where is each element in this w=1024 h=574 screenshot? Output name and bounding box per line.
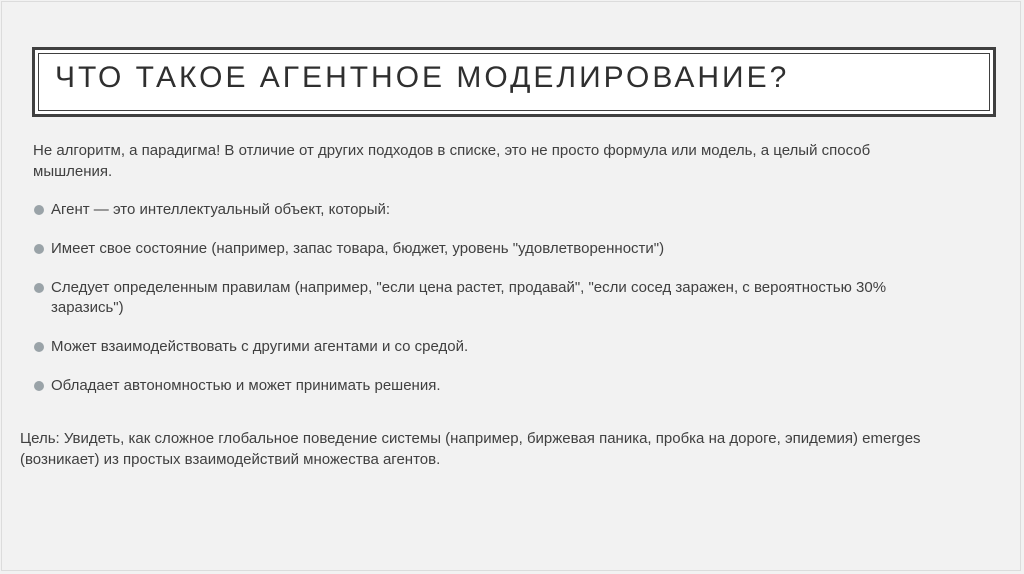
goal-paragraph: Цель: Увидеть, как сложное глобальное поведение системы (например, биржевая паника, пробка на дороге, эпидемия) emerges (возникает) из простых взаимодействий множества агентов. bbox=[20, 430, 921, 468]
list-item bbox=[33, 278, 953, 318]
list-item bbox=[33, 239, 953, 259]
list-item bbox=[33, 337, 953, 357]
slide-title: ЧТО ТАКОЕ АГЕНТНОЕ МОДЕЛИРОВАНИЕ? bbox=[55, 61, 790, 94]
bullet-dot-icon bbox=[34, 381, 44, 391]
bullet-dot-icon bbox=[34, 342, 44, 352]
bullet-dot-icon bbox=[34, 244, 44, 254]
bullet-text: Следует определенным правилам (например, "если цена растет, продавай", "если сосед заражен, с вероятностью 30% заразись") bbox=[51, 279, 887, 316]
bullet-dot-icon bbox=[34, 205, 44, 215]
list-item bbox=[33, 200, 953, 220]
slide bbox=[1, 1, 1021, 571]
bullet-text: Имеет свое состояние (например, запас товара, бюджет, уровень "удовлетворенности") bbox=[51, 240, 665, 257]
bullet-text: Обладает автономностью и может принимать решения. bbox=[51, 377, 441, 394]
bullet-list bbox=[33, 200, 953, 415]
title-box bbox=[32, 47, 996, 117]
bullet-dot-icon bbox=[34, 283, 44, 293]
intro-paragraph: Не алгоритм, а парадигма! В отличие от других подходов в списке, это не просто формула или модель, а целый способ мышления. bbox=[33, 142, 871, 180]
bullet-text: Может взаимодействовать с другими агентами и со средой. bbox=[51, 338, 469, 355]
list-item bbox=[33, 376, 953, 396]
bullet-text: Агент — это интеллектуальный объект, который: bbox=[51, 201, 391, 218]
